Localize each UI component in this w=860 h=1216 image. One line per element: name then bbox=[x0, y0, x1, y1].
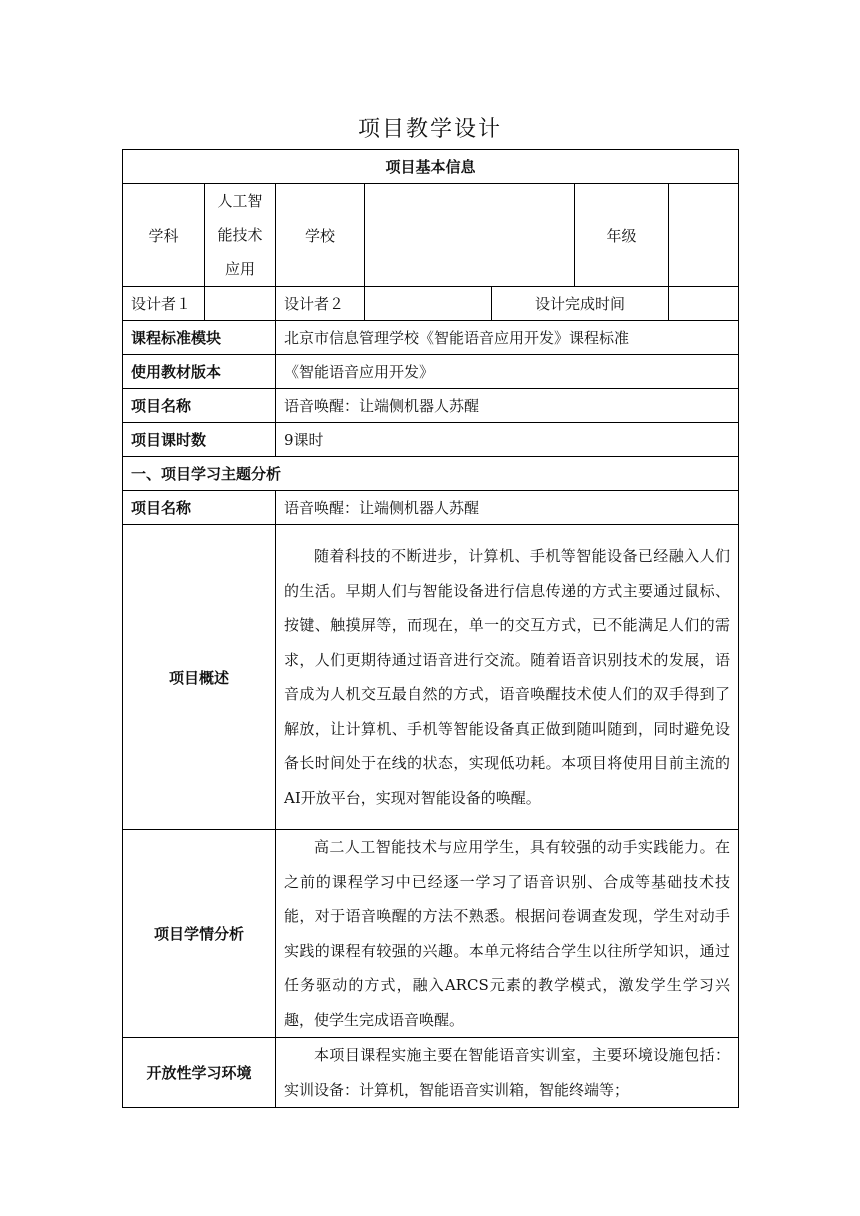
textbook-value: 《智能语音应用开发》 bbox=[276, 355, 739, 389]
grade-value bbox=[669, 184, 739, 287]
complete-time-value bbox=[669, 287, 739, 321]
standard-label: 课程标准模块 bbox=[123, 321, 276, 355]
designer2-value bbox=[365, 287, 492, 321]
designer1-label: 设计者１ bbox=[123, 287, 205, 321]
section1-project-name-label: 项目名称 bbox=[123, 491, 276, 525]
section1-header: 一、项目学习主题分析 bbox=[123, 457, 739, 491]
learning-environment-text: 本项目课程实施主要在智能语音实训室，主要环境设施包括：实训设备：计算机，智能语音实训箱，智能终端等； bbox=[276, 1038, 739, 1108]
project-name-value: 语音唤醒：让端侧机器人苏醒 bbox=[276, 389, 739, 423]
school-value bbox=[365, 184, 575, 287]
overview-text: 随着科技的不断进步，计算机、手机等智能设备已经融入人们的生活。早期人们与智能设备进行信息传递的方式主要通过鼠标、按键、触摸屏等，而现在，单一的交互方式，已不能满足人们的需求，人们更期待通过语音进行交流。随着语音识别技术的发展，语音成为人机交互最自然的方式，语音唤醒技术使人们的双手得到了解放，让计算机、手机等智能设备真正做到随叫随到，同时避免设备长时间处于在线的状态，实现低功耗。本项目将使用目前主流的AI开放平台，实现对智能设备的唤醒。 bbox=[276, 525, 739, 830]
grade-label: 年级 bbox=[575, 184, 669, 287]
learner-analysis-text: 高二人工智能技术与应用学生，具有较强的动手实践能力。在之前的课程学习中已经逐一学习了语音识别、合成等基础技术技能，对于语音唤醒的方法不熟悉。根据问卷调查发现，学生对动手实践的课程有较强的兴趣。本单元将结合学生以往所学知识，通过任务驱动的方式，融入ARCS元素的教学模式，激发学生学习兴趣，使学生完成语音唤醒。 bbox=[276, 830, 739, 1038]
project-name-label: 项目名称 bbox=[123, 389, 276, 423]
document-title: 项目教学设计 bbox=[357, 117, 502, 142]
section1-project-name-value: 语音唤醒：让端侧机器人苏醒 bbox=[276, 491, 739, 525]
project-design-table bbox=[122, 149, 739, 1108]
hours-label: 项目课时数 bbox=[123, 423, 276, 457]
basic-info-header: 项目基本信息 bbox=[123, 150, 739, 184]
overview-label: 项目概述 bbox=[123, 525, 276, 830]
textbook-label: 使用教材版本 bbox=[123, 355, 276, 389]
subject-label: 学科 bbox=[123, 184, 205, 287]
designer2-label: 设计者２ bbox=[276, 287, 365, 321]
designer1-value bbox=[205, 287, 276, 321]
school-label: 学校 bbox=[276, 184, 365, 287]
learner-analysis-label: 项目学情分析 bbox=[123, 830, 276, 1038]
hours-value: 9课时 bbox=[276, 423, 739, 457]
learning-environment-label: 开放性学习环境 bbox=[123, 1038, 276, 1108]
complete-time-label: 设计完成时间 bbox=[492, 287, 669, 321]
standard-value: 北京市信息管理学校《智能语音应用开发》课程标准 bbox=[276, 321, 739, 355]
subject-value: 人工智能技术应用 bbox=[205, 184, 276, 287]
